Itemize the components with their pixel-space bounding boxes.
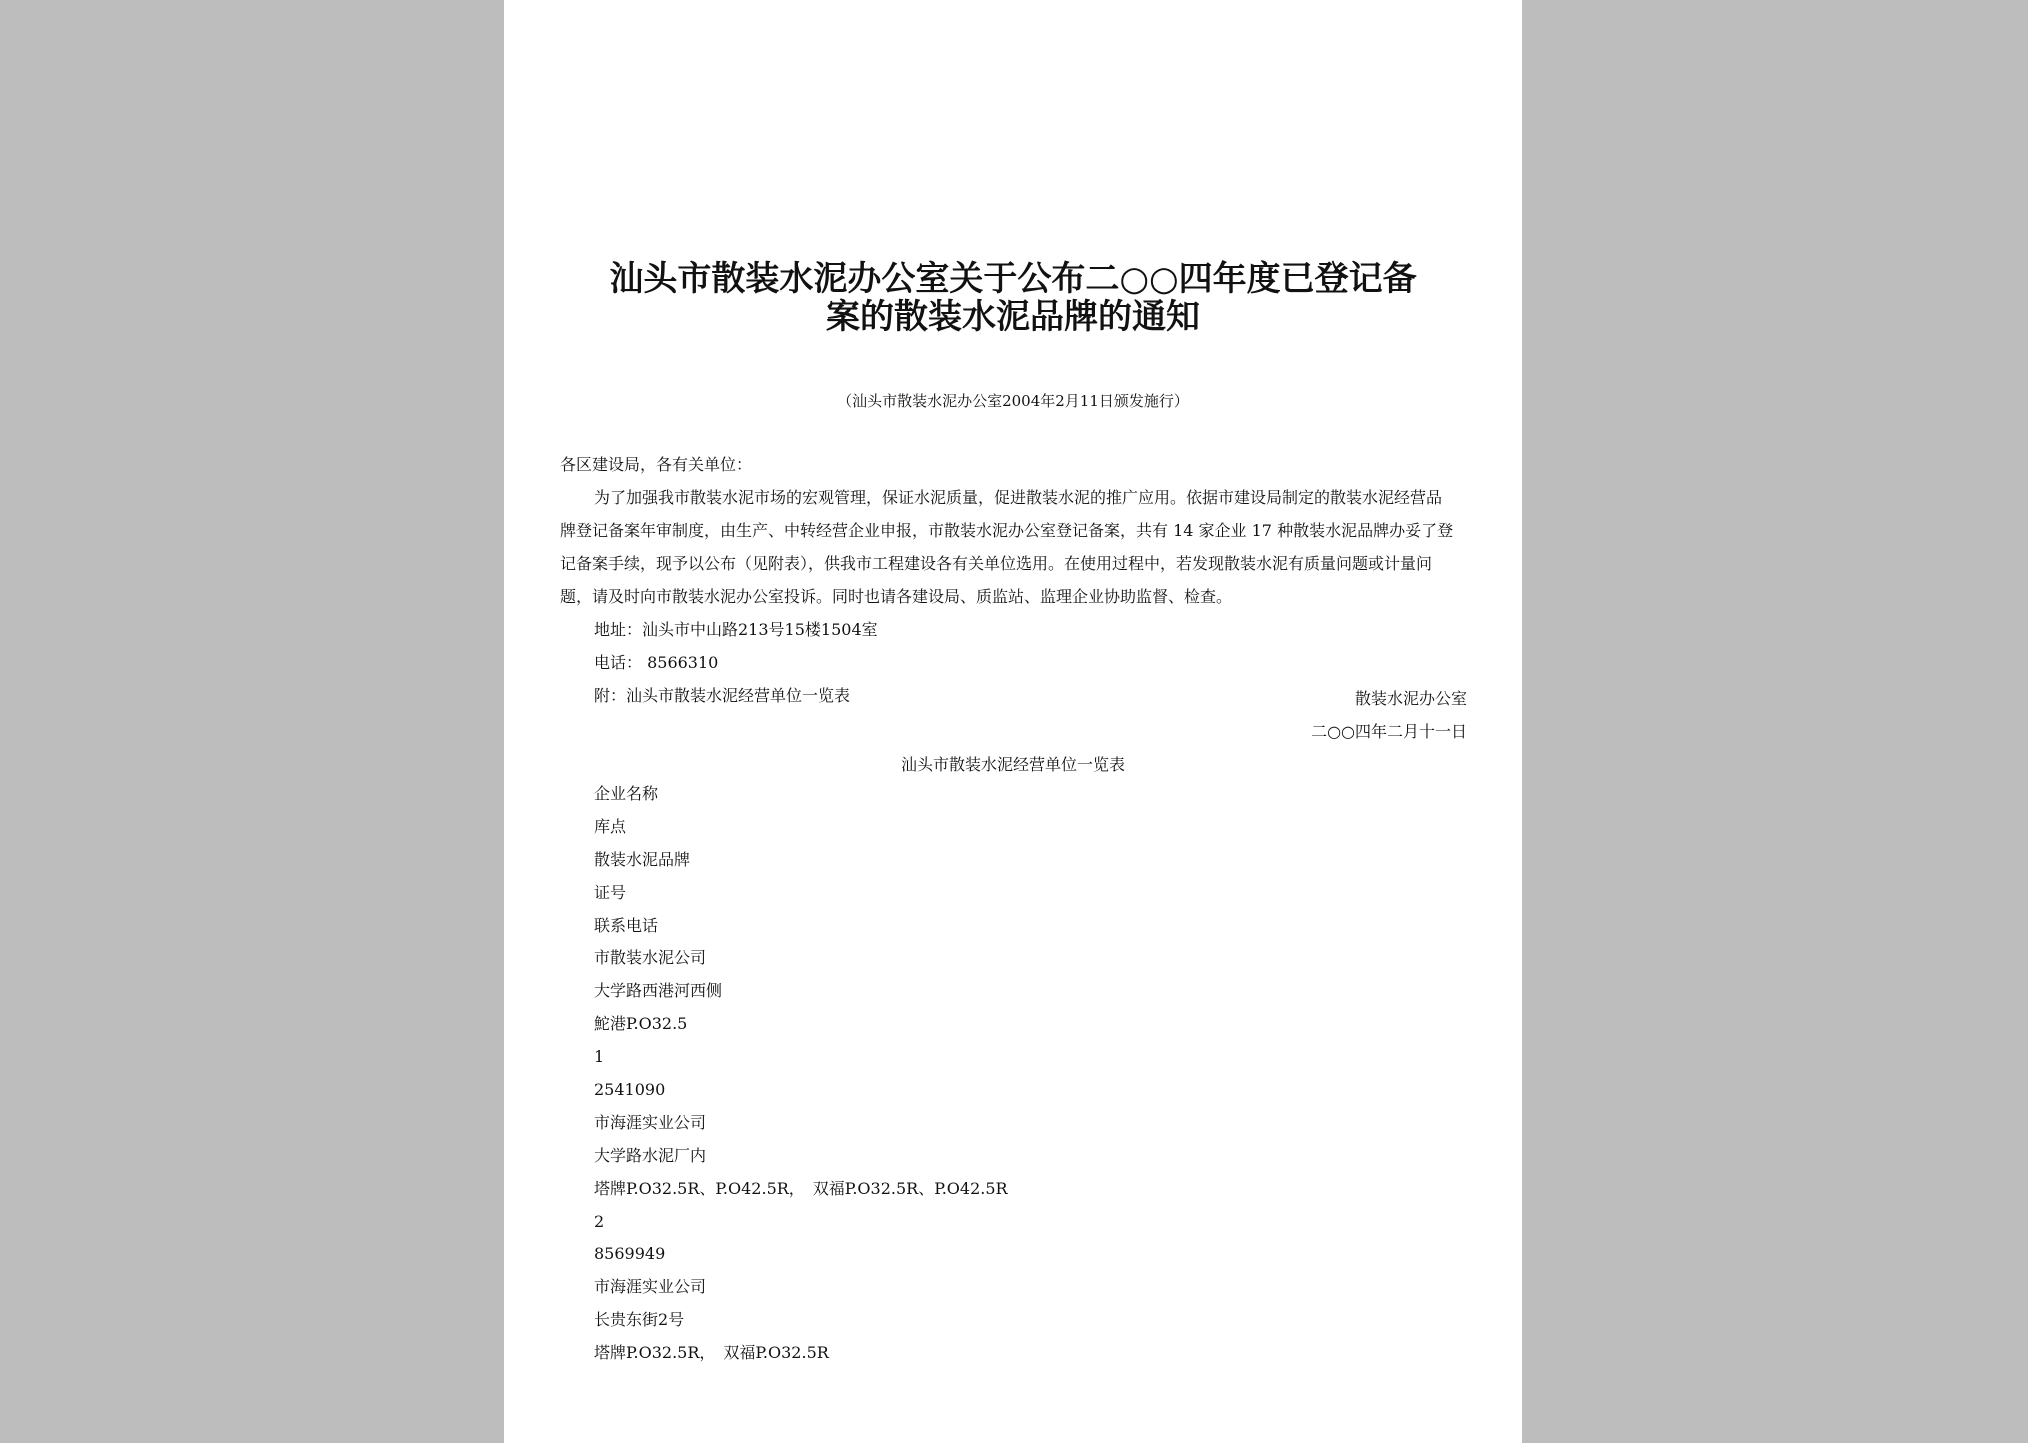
list-item: 库点 bbox=[594, 816, 627, 836]
list-item: 企业名称 bbox=[594, 784, 659, 803]
list-item: 大学路水泥厂内 bbox=[594, 1145, 707, 1165]
paragraph-line-1: 为了加强我市散装水泥市场的宏观管理，保证水泥质量，促进散装水泥的推广应用。依据市建设局制定的散装水泥经营品 bbox=[594, 488, 1443, 507]
list-item: 市海涯实业公司 bbox=[594, 1112, 707, 1132]
list-item: 散装水泥品牌 bbox=[594, 849, 691, 869]
document-title bbox=[504, 260, 1522, 336]
title-line-2: 案的散装水泥品牌的通知 bbox=[826, 297, 1200, 337]
list-item: 市散装水泥公司 bbox=[594, 948, 707, 968]
list-item: 8569949 bbox=[594, 1244, 666, 1264]
list-item: 长贵东街2号 bbox=[594, 1310, 685, 1330]
list-item: 2 bbox=[594, 1211, 605, 1231]
paragraph-line-4: 题，请及时向市散装水泥办公室投诉。同时也请各建设局、质监站、监理企业协助监督、检查。 bbox=[560, 587, 1233, 606]
notice-body bbox=[560, 455, 1468, 719]
list-item: 鮀港P.O32.5 bbox=[594, 1014, 688, 1034]
list-item: 大学路西港河西侧 bbox=[594, 981, 723, 1001]
salutation: 各区建设局，各有关单位： bbox=[560, 455, 753, 474]
list-item: 市海涯实业公司 bbox=[594, 1277, 707, 1297]
title-line-1: 汕头市散装水泥办公室关于公布二○○四年度已登记备 bbox=[609, 259, 1417, 299]
list-item: 1 bbox=[594, 1047, 605, 1067]
unit-list bbox=[594, 784, 1008, 1376]
list-item: 塔牌P.O32.5R， 双福P.O32.5R bbox=[594, 1343, 829, 1363]
list-item: 2541090 bbox=[594, 1080, 666, 1100]
signature: 散装水泥办公室 bbox=[1354, 689, 1467, 708]
paragraph-line-2: 牌登记备案年审制度，由生产、中转经营企业申报，市散装水泥办公室登记备案，共有 14 家企业 17 种散装水泥品牌办妥了登 bbox=[560, 521, 1454, 540]
list-item: 塔牌P.O32.5R、P.O42.5R， 双福P.O32.5R、P.O42.5R bbox=[594, 1178, 1008, 1198]
address: 地址：汕头市中山路213号15楼1504室 bbox=[594, 620, 878, 639]
attachment: 附：汕头市散装水泥经营单位一览表 bbox=[594, 686, 851, 705]
list-item: 联系电话 bbox=[594, 915, 659, 935]
table-title: 汕头市散装水泥经营单位一览表 bbox=[900, 755, 1125, 774]
list-item: 证号 bbox=[594, 882, 627, 902]
paragraph-line-3: 记备案手续，现予以公布（见附表），供我市工程建设各有关单位选用。在使用过程中，若发现散装水泥有质量问题或计量问 bbox=[560, 554, 1433, 573]
document-page bbox=[504, 0, 1522, 1443]
phone: 电话： 8566310 bbox=[594, 653, 719, 672]
issued-note: （汕头市散装水泥办公室2004年2月11日颁发施行） bbox=[837, 392, 1189, 410]
document-date: 二○○四年二月十一日 bbox=[1311, 722, 1467, 741]
